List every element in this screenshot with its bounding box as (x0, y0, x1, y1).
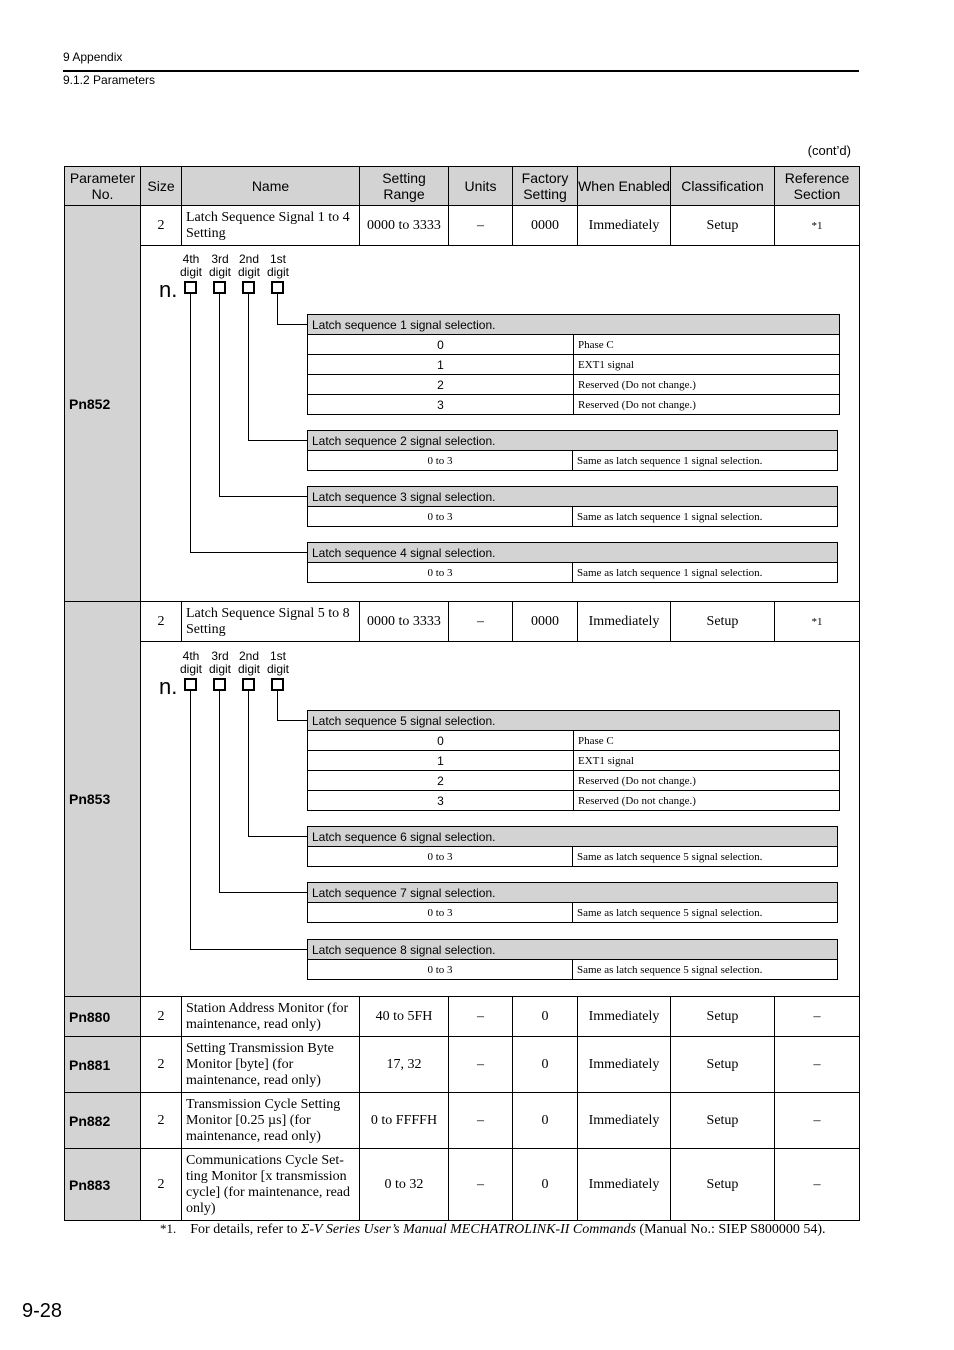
selection-key: 0 to 3 (308, 847, 573, 867)
table-row (65, 246, 860, 602)
param-class: Setup (671, 206, 775, 246)
param-units: – (449, 1093, 513, 1149)
selection-title: Latch sequence 3 signal selection. (308, 487, 838, 507)
param-class: Setup (671, 997, 775, 1037)
col-header: Units (449, 167, 513, 206)
selection-key: 0 to 3 (308, 451, 573, 471)
selection-table (307, 314, 840, 415)
connector-line (277, 691, 278, 720)
digit-label: 3rd digit (208, 649, 231, 676)
param-size: 2 (141, 1037, 182, 1093)
param-name: Latch Sequence Signal 1 to 4 Setting (182, 206, 360, 246)
param-units: – (449, 206, 513, 246)
param-ref: – (775, 1093, 860, 1149)
table-row (65, 642, 860, 997)
param-factory: 0 (513, 1037, 578, 1093)
digit-label: 1st digit (266, 649, 289, 676)
selection-key: 1 (308, 355, 574, 375)
param-enabled: Immediately (578, 206, 671, 246)
param-number: Pn880 (65, 997, 141, 1037)
digit-label: 3rd digit (208, 252, 231, 279)
selection-value: Reserved (Do not change.) (574, 771, 840, 791)
param-factory: 0 (513, 1093, 578, 1149)
footnote-pre: For details, refer to (190, 1222, 302, 1237)
pn852-diagram-cell (141, 246, 860, 602)
param-number: Pn882 (65, 1093, 141, 1149)
selection-key: 2 (308, 771, 574, 791)
connector-line (277, 294, 278, 324)
param-name: Communications Cycle Set-ting Monitor [x transmission cycle] (for maintenance, read only) (182, 1149, 360, 1221)
selection-value: Same as latch sequence 1 signal selection. (573, 451, 838, 471)
chapter-breadcrumb: 9 Appendix (63, 50, 123, 64)
param-range: 0000 to 3333 (360, 602, 449, 642)
connector-line (190, 294, 191, 552)
param-number: Pn883 (65, 1149, 141, 1221)
col-header: Name (182, 167, 360, 206)
param-size: 2 (141, 997, 182, 1037)
col-header: Setting Range (360, 167, 449, 206)
digit-box (271, 281, 284, 294)
selection-value: Same as latch sequence 1 signal selection. (573, 563, 838, 583)
section-breadcrumb: 9.1.2 Parameters (63, 73, 156, 87)
col-header: Classification (671, 167, 775, 206)
selection-value: Reserved (Do not change.) (574, 791, 840, 811)
selection-key: 0 to 3 (308, 903, 573, 923)
digit-diagram (141, 246, 859, 601)
param-name: Setting Transmission Byte Monitor [byte] (for maintenance, read only) (182, 1037, 360, 1093)
digit-label: 2nd digit (237, 649, 260, 676)
table-header-row (65, 167, 860, 206)
table-row (65, 602, 860, 642)
selection-value: EXT1 signal (574, 355, 840, 375)
selection-value: EXT1 signal (574, 751, 840, 771)
connector-line (219, 294, 220, 496)
param-ref: – (775, 1149, 860, 1221)
selection-title: Latch sequence 7 signal selection. (308, 883, 838, 903)
col-header: Reference Section (775, 167, 860, 206)
selection-table (307, 430, 838, 471)
selection-key: 2 (308, 375, 574, 395)
footnote-manual-title: Σ-V Series User’s Manual MECHATROLINK-II Commands (301, 1222, 636, 1237)
param-size: 2 (141, 206, 182, 246)
digit-box (242, 678, 255, 691)
selection-value: Phase C (574, 731, 840, 751)
param-range: 0 to FFFFH (360, 1093, 449, 1149)
selection-title: Latch sequence 2 signal selection. (308, 431, 838, 451)
param-size: 2 (141, 602, 182, 642)
param-ref: – (775, 1037, 860, 1093)
table-row (65, 1149, 860, 1221)
connector-line (190, 552, 307, 553)
param-units: – (449, 602, 513, 642)
selection-key: 0 (308, 335, 574, 355)
parameter-table (64, 166, 860, 1221)
selection-key: 0 (308, 731, 574, 751)
selection-table (307, 542, 838, 583)
selection-key: 3 (308, 395, 574, 415)
param-range: 0 to 32 (360, 1149, 449, 1221)
connector-line (248, 440, 307, 441)
digit-label: 4th digit (179, 252, 202, 279)
connector-line (277, 720, 307, 721)
selection-value: Same as latch sequence 5 signal selection. (573, 960, 838, 980)
selection-key: 0 to 3 (308, 563, 573, 583)
digit-label: 4th digit (179, 649, 202, 676)
selection-table (307, 826, 838, 867)
n-prefix: n. (159, 277, 178, 302)
digit-label: 2nd digit (237, 252, 260, 279)
connector-line (248, 836, 307, 837)
col-header: Size (141, 167, 182, 206)
connector-line (219, 496, 307, 497)
param-enabled: Immediately (578, 1037, 671, 1093)
footnote (160, 1221, 826, 1238)
param-class: Setup (671, 1149, 775, 1221)
col-header: Parameter No. (65, 167, 141, 206)
table-row (65, 997, 860, 1037)
param-enabled: Immediately (578, 602, 671, 642)
pn853-diagram-cell (141, 642, 860, 997)
selection-value: Same as latch sequence 5 signal selection. (573, 847, 838, 867)
selection-value: Reserved (Do not change.) (574, 375, 840, 395)
selection-value: Phase C (574, 335, 840, 355)
table-row (65, 206, 860, 246)
param-units: – (449, 1149, 513, 1221)
selection-key: 3 (308, 791, 574, 811)
param-range: 40 to 5FH (360, 997, 449, 1037)
connector-line (248, 294, 249, 440)
connector-line (248, 691, 249, 836)
col-header: When Enabled (578, 167, 671, 206)
digit-box (184, 678, 197, 691)
param-name: Station Address Monitor (for maintenance, read only) (182, 997, 360, 1037)
param-ref: *1 (775, 602, 860, 642)
footnote-mark: *1. (160, 1221, 177, 1236)
param-factory: 0000 (513, 602, 578, 642)
selection-table (307, 939, 838, 980)
param-ref: *1 (775, 206, 860, 246)
param-class: Setup (671, 1093, 775, 1149)
selection-table (307, 882, 838, 923)
selection-value: Same as latch sequence 1 signal selection. (573, 507, 838, 527)
digit-box (213, 678, 226, 691)
param-number: Pn853 (65, 602, 141, 997)
table-row (65, 1093, 860, 1149)
n-prefix: n. (159, 674, 178, 699)
param-name: Latch Sequence Signal 5 to 8 Setting (182, 602, 360, 642)
digit-label: 1st digit (266, 252, 289, 279)
selection-table (307, 710, 840, 811)
connector-line (219, 892, 307, 893)
digit-box (271, 678, 284, 691)
param-ref: – (775, 997, 860, 1037)
connector-line (190, 949, 307, 950)
digit-box (242, 281, 255, 294)
digit-box (213, 281, 226, 294)
param-name: Transmission Cycle Setting Monitor [0.25 µs] (for maintenance, read only) (182, 1093, 360, 1149)
selection-key: 1 (308, 751, 574, 771)
selection-value: Same as latch sequence 5 signal selection. (573, 903, 838, 923)
param-units: – (449, 1037, 513, 1093)
param-class: Setup (671, 1037, 775, 1093)
digit-box (184, 281, 197, 294)
continued-label: (cont’d) (807, 143, 851, 158)
param-number: Pn852 (65, 206, 141, 602)
connector-line (219, 691, 220, 892)
param-class: Setup (671, 602, 775, 642)
header-rule (63, 70, 859, 72)
param-range: 0000 to 3333 (360, 206, 449, 246)
selection-title: Latch sequence 4 signal selection. (308, 543, 838, 563)
param-factory: 0 (513, 1149, 578, 1221)
selection-title: Latch sequence 5 signal selection. (308, 711, 840, 731)
selection-value: Reserved (Do not change.) (574, 395, 840, 415)
param-range: 17, 32 (360, 1037, 449, 1093)
col-header: Factory Setting (513, 167, 578, 206)
param-enabled: Immediately (578, 1149, 671, 1221)
table-row (65, 1037, 860, 1093)
digit-diagram (141, 642, 859, 996)
param-units: – (449, 997, 513, 1037)
param-enabled: Immediately (578, 997, 671, 1037)
selection-key: 0 to 3 (308, 507, 573, 527)
param-number: Pn881 (65, 1037, 141, 1093)
selection-key: 0 to 3 (308, 960, 573, 980)
selection-title: Latch sequence 8 signal selection. (308, 940, 838, 960)
selection-title: Latch sequence 1 signal selection. (308, 315, 840, 335)
selection-title: Latch sequence 6 signal selection. (308, 827, 838, 847)
connector-line (190, 691, 191, 949)
param-size: 2 (141, 1093, 182, 1149)
connector-line (277, 324, 307, 325)
page-number: 9-28 (22, 1300, 63, 1322)
param-factory: 0 (513, 997, 578, 1037)
footnote-post: (Manual No.: SIEP S800000 54). (635, 1222, 826, 1237)
param-enabled: Immediately (578, 1093, 671, 1149)
selection-table (307, 486, 838, 527)
param-size: 2 (141, 1149, 182, 1221)
param-factory: 0000 (513, 206, 578, 246)
